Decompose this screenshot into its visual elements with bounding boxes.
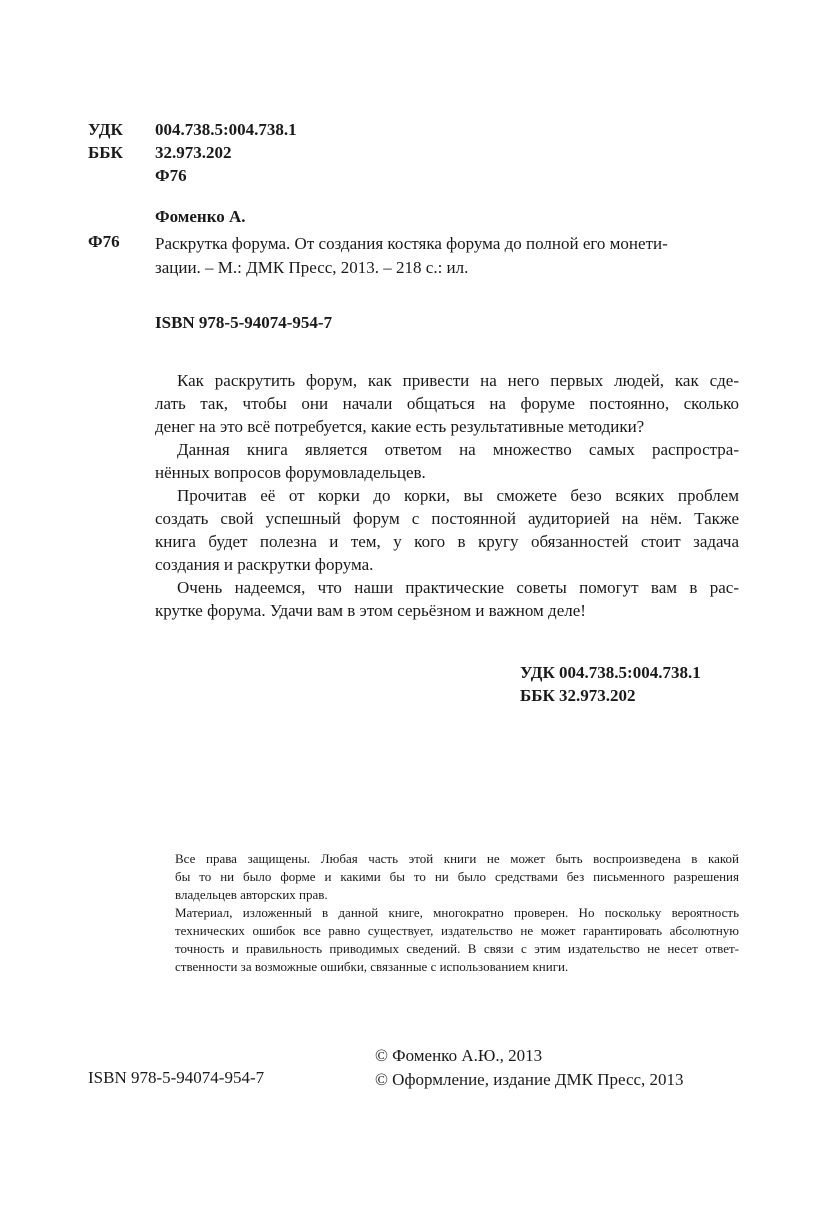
abstract-line: Очень надеемся, что наши практические советы помогут вам в рас- (177, 578, 739, 597)
abstract-line: лать так, чтобы они начали общаться на форуме постоянно, сколько (155, 394, 739, 413)
isbn-bottom: ISBN 978-5-94074-954-7 (88, 1068, 265, 1087)
biblio-line: зации. – М.: ДМК Пресс, 2013. – 218 с.: ил. (155, 258, 469, 277)
abstract-line: создания и раскрутки форума. (155, 555, 374, 574)
udk-value: 004.738.5:004.738.1 (155, 120, 297, 139)
classification-codes (88, 118, 297, 187)
abstract-line: денег на это всё потребуется, какие есть результативные методики? (155, 417, 645, 436)
author-name: Фоменко А. (155, 207, 246, 226)
rights-notice (175, 850, 739, 976)
abstract-line: Данная книга является ответом на множество самых распростра- (177, 440, 739, 459)
abstract-line: Как раскрутить форум, как привести на него первых людей, как сде- (177, 371, 739, 390)
bbk-value: 32.973.202 (155, 143, 232, 162)
biblio-line: Раскрутка форума. От создания костяка форума до полной его монети- (155, 234, 668, 253)
rights-line: ственности за возможные ошибки, связанные с использованием книги. (175, 959, 569, 974)
author-code: Ф76 (155, 166, 187, 185)
abstract-line: Прочитав её от корки до корки, вы сможете безо всяких проблем (177, 486, 739, 505)
abstract-line: нённых вопросов форумовладельцев. (155, 463, 426, 482)
index-mark: Ф76 (88, 232, 120, 251)
udk-label: УДК (88, 120, 123, 139)
rights-line: технических ошибок все равно существует, издательство не может гарантировать абсолютную (175, 923, 739, 938)
copyright-author: © Фоменко А.Ю., 2013 (375, 1046, 543, 1065)
rights-paragraph (175, 904, 739, 976)
rights-line: бы то ни было форме и какими бы то ни было средствами без письменного разрешения (175, 869, 739, 884)
rights-line: Материал, изложенный в данной книге, многократно проверен. Но поскольку вероятность (175, 905, 739, 920)
rights-line: точность и правильность приводимых сведений. В связи с этим издательство не несет ответ- (175, 941, 739, 956)
bibliographic-description (155, 232, 737, 280)
rights-line: Все права защищены. Любая часть этой книги не может быть воспроизведена в какой (175, 851, 739, 866)
bottom-bbk: ББК 32.973.202 (520, 686, 636, 705)
bbk-label: ББК (88, 143, 123, 162)
isbn-top: ISBN 978-5-94074-954-7 (155, 313, 333, 332)
abstract-paragraph (155, 484, 739, 576)
abstract-paragraph (155, 369, 739, 438)
abstract-line: книга будет полезна и тем, у кого в кругу обязанностей стоит задача (155, 532, 739, 551)
copyright-block (375, 1044, 684, 1092)
bottom-classification-codes (520, 661, 701, 707)
rights-line: владельцев авторских прав. (175, 887, 328, 902)
abstract-paragraph (155, 576, 739, 622)
copyright-design: © Оформление, издание ДМК Пресс, 2013 (375, 1070, 684, 1089)
abstract-line: создать свой успешный форум с постоянной аудиторией на нём. Также (155, 509, 739, 528)
bottom-udk: УДК 004.738.5:004.738.1 (520, 663, 701, 682)
abstract-line: крутке форума. Удачи вам в этом серьёзном и важном деле! (155, 601, 586, 620)
abstract-paragraph (155, 438, 739, 484)
rights-paragraph (175, 850, 739, 904)
abstract (155, 369, 739, 622)
